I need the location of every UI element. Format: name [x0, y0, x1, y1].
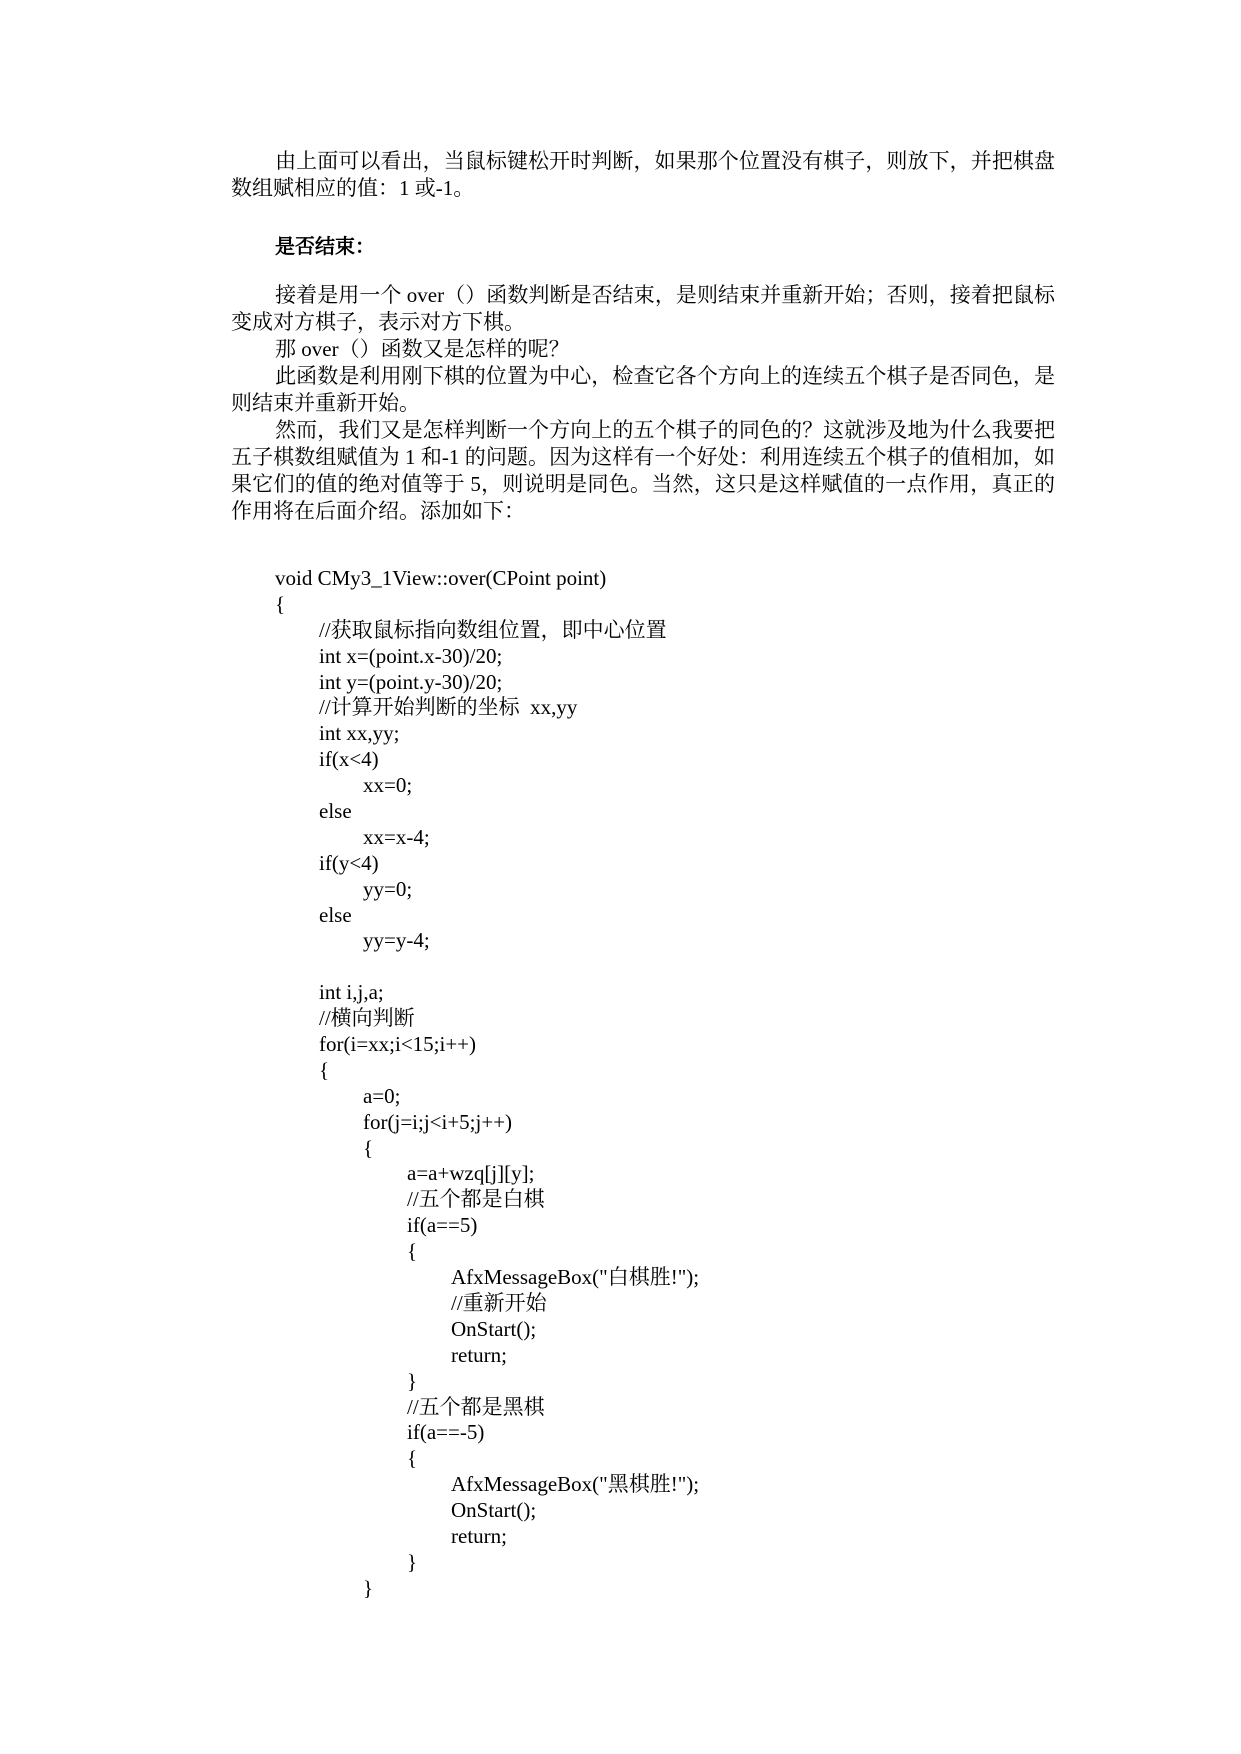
code-line: }: [363, 1575, 374, 1600]
code-line: if(a==5): [407, 1213, 478, 1238]
code-line: int x=(point.x-30)/20;: [319, 643, 503, 668]
paragraph-why-text: 然而，我们又是怎样判断一个方向上的五个棋子的同色的？这就涉及地为什么我要把五子棋数组赋值为 1 和-1 的问题。因为这样有一个好处：利用连续五个棋子的值相加，如果它们的值的绝对值等于 5，则说明是同色。当然，这只是这样赋值的一点作用，真正的作用将在后面介绍。添加如下：: [231, 418, 1055, 523]
code-line: else: [319, 902, 352, 927]
code-line: yy=0;: [363, 876, 413, 901]
paragraph-question: [231, 336, 1055, 363]
code-line: //五个都是白棋: [407, 1187, 545, 1212]
code-line: //重新开始: [451, 1290, 547, 1315]
paragraph-intro: [231, 148, 1055, 202]
code-line: OnStart();: [451, 1316, 537, 1341]
code-line: a=a+wzq[j][y];: [407, 1161, 535, 1186]
code-line: int i,j,a;: [319, 980, 384, 1005]
code-line: {: [363, 1135, 374, 1160]
section-heading: 是否结束：: [275, 234, 375, 258]
code-line: for(j=i;j<i+5;j++): [363, 1109, 513, 1134]
code-line: {: [407, 1446, 418, 1471]
code-line: {: [407, 1239, 418, 1264]
code-line: //计算开始判断的坐标 xx,yy: [319, 695, 578, 720]
code-line: a=0;: [363, 1083, 401, 1108]
code-line: if(a==-5): [407, 1420, 485, 1445]
paragraph-over-intro: [231, 282, 1055, 336]
paragraph-explain: [231, 363, 1055, 417]
code-line: }: [407, 1368, 418, 1393]
code-line: }: [407, 1549, 418, 1574]
code-line: AfxMessageBox("黑棋胜!");: [451, 1472, 700, 1497]
code-line: //获取鼠标指向数组位置，即中心位置: [319, 617, 667, 642]
paragraph-why: [231, 417, 1055, 525]
code-line: if(y<4): [319, 850, 379, 875]
code-line: OnStart();: [451, 1498, 537, 1523]
code-line: [275, 954, 699, 980]
code-line: void CMy3_1View::over(CPoint point): [275, 566, 607, 590]
code-line: return;: [451, 1342, 507, 1367]
code-line: for(i=xx;i<15;i++): [319, 1032, 477, 1057]
code-line: {: [275, 591, 286, 616]
code-line: xx=x-4;: [363, 824, 430, 849]
code-line: return;: [451, 1523, 507, 1548]
paragraph-question-text: 那 over（）函数又是怎样的呢？: [275, 337, 570, 361]
code-line: else: [319, 799, 352, 824]
paragraph-intro-text: 由上面可以看出，当鼠标键松开时判断，如果那个位置没有棋子，则放下，并把棋盘数组赋相应的值：1 或-1。: [231, 149, 1055, 200]
code-line: if(x<4): [319, 747, 379, 772]
paragraph-explain-text: 此函数是利用刚下棋的位置为中心，检查它各个方向上的连续五个棋子是否同色，是则结束并重新开始。: [231, 364, 1055, 415]
code-line: yy=y-4;: [363, 928, 430, 953]
code-line: xx=0;: [363, 773, 413, 798]
code-line: //五个都是黑棋: [407, 1394, 545, 1419]
code-line: {: [319, 1057, 330, 1082]
code-block: [275, 566, 699, 1602]
code-line: AfxMessageBox("白棋胜!");: [451, 1265, 700, 1290]
paragraph-over-intro-text: 接着是用一个 over（）函数判断是否结束，是则结束并重新开始；否则，接着把鼠标变成对方棋子，表示对方下棋。: [231, 283, 1055, 334]
code-line: int xx,yy;: [319, 721, 400, 746]
code-line: int y=(point.y-30)/20;: [319, 669, 503, 694]
code-line: //横向判断: [319, 1006, 415, 1031]
